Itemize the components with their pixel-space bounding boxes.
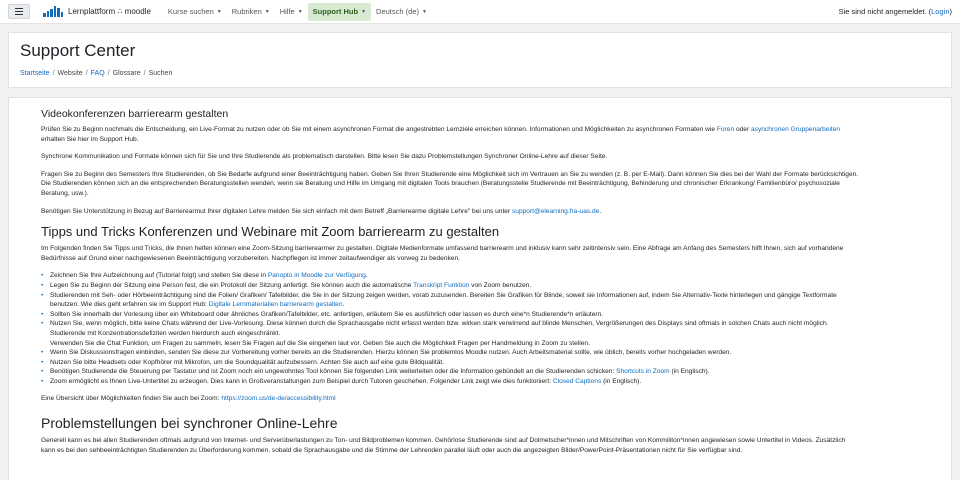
- login-paren-close: ): [949, 7, 952, 16]
- breadcrumb-item-startseite[interactable]: Startseite: [20, 70, 50, 77]
- link-asynchrone-gruppenarbeiten[interactable]: asynchronen Gruppenarbeiten: [751, 126, 841, 133]
- text: erhalten Sie hier im Support Hub.: [41, 135, 139, 143]
- hamburger-icon-line: [15, 11, 23, 12]
- menu-label: Kurse suchen: [167, 7, 214, 16]
- login-info: [839, 7, 952, 16]
- link-foren[interactable]: Foren: [716, 126, 735, 133]
- tips-list: [41, 271, 859, 386]
- article-content: [41, 108, 859, 463]
- breadcrumb-separator: /: [107, 70, 110, 77]
- list-item: [41, 367, 859, 377]
- link-lernmaterialien[interactable]: Digitale Lernmaterialien barrierearm gestalten: [208, 301, 343, 309]
- list-item: [41, 271, 859, 281]
- text: (in Englisch).: [601, 377, 642, 385]
- breadcrumb-item-faq[interactable]: FAQ: [90, 70, 105, 77]
- caret-down-icon: ▼: [361, 8, 367, 15]
- brand-name: Lernplattform ∴ moodle: [68, 7, 151, 16]
- page-header: [8, 32, 952, 88]
- list-item: [41, 319, 859, 348]
- menu-label: Rubriken: [231, 7, 262, 16]
- menu-language[interactable]: [371, 3, 432, 21]
- menu-hilfe[interactable]: [275, 3, 308, 21]
- caret-down-icon: ▼: [216, 8, 222, 15]
- section-heading-problemstellungen: Problemstellungen bei synchroner Online-Lehre: [41, 415, 338, 432]
- link-shortcuts[interactable]: Shortcuts in Zoom: [616, 368, 670, 376]
- paragraph: Generell kann es bei allen Studierenden oftmals aufgrund von Internet- und Serverüberlastungen zu Ton- und Bildproblemen kommen. Gehörlose Studierende sind auf Dolmetscher*innen und Mitschriften von Kommiliton*innen angewiesen sowie Untertitel in Videos. Zusätzlich kann es bei den sehbeeinträchtigten Studierenden zu Überforderung kommen, sobald die Sprachausgabe und die Stimme der Lehrenden parallel läuft oder auch die angezeigten Bilder/PowerPoint-Präsentationen nicht für Sie verfügbar sind.: [41, 437, 846, 454]
- caret-down-icon: ▼: [297, 8, 303, 15]
- text: Eine Übersicht über Möglichkeiten finden Sie auch bei Zoom:: [41, 395, 222, 403]
- text: Benötigen Sie Unterstützung in Bezug auf Barrierearmut Ihrer digitalen Lehre melden Sie sich einfach mit dem Betreff „Barrierearme digitale Lehre" bei uns unter: [41, 207, 512, 215]
- breadcrumb-separator: /: [143, 70, 146, 77]
- text: Zoom ermöglicht es Ihnen Live-Untertitel zu erzeugen. Dies kann in Großveranstaltungen zum Beispiel durch Tutoren geschehen. Folgender Link zeigt wie dies funktioniert:: [50, 377, 553, 385]
- menu-kurse-suchen[interactable]: [163, 3, 227, 21]
- link-closed-captions[interactable]: Closed Captions: [552, 377, 602, 385]
- breadcrumb-item-glossare: Glossare: [112, 70, 141, 77]
- menu-label: Hilfe: [279, 7, 295, 16]
- text: Prüfen Sie zu Beginn nochmals die Entscheidung, ein Live-Format zu nutzen oder ob Sie mit einem asynchronen Format die angestrebten Lernziele erreichen können. Informationen und Möglichkeiten zu asynchronen Formaten wie: [41, 126, 717, 133]
- link-transkript[interactable]: Transkript Funktion: [413, 281, 470, 289]
- menu-support-hub[interactable]: [308, 3, 371, 21]
- breadcrumb-item-suchen: Suchen: [148, 70, 173, 77]
- text: oder: [734, 126, 751, 133]
- top-navbar: [0, 0, 960, 24]
- link-panopto[interactable]: Panopto in Moodle zur Verfügung: [267, 272, 366, 280]
- paragraph: Fragen Sie zu Beginn des Semesters Ihre Studierenden, ob Sie Bedarfe aufgrund einer Beeinträchtigung haben. Geben Sie Ihren Studierende eine Möglichkeit sich im Vertrauen an Sie zu wenden (z. B. per E-Mail). Dann können Sie dies bei der Wahl der Formate berücksichtigen. Die Studierenden können sich an die entsprechenden Beratungsstellen wenden, wenn sie Beratung und Hilfe im Umgang mit digitalen Tools brauchen (Beratungsstelle Studierende mit Beeinträchtigung, Behinderung und chronischer Erkrankung/ Familienbüro/ psychosoziale Beratung, usw.).: [41, 170, 859, 197]
- paragraph: [41, 207, 859, 217]
- menu-rubriken[interactable]: [227, 3, 275, 21]
- caret-down-icon: ▼: [264, 8, 270, 15]
- primary-menu: [163, 0, 432, 24]
- menu-label: Deutsch (de): [376, 7, 419, 16]
- paragraph: Im Folgenden finden Sie Tipps und Tricks, die Ihnen helfen können eine Zoom-Sitzung barrierearmer zu gestalten. Digitale Medienformate umfassend barrierearm und inklusiv kann sehr zeitintensiv sein. Eine Abfrage am Anfang des Semesters hilft Ihnen, sich auf vorhandene Bedürfnisse auf Grund einer nachgewiesenen Beeinträchtigung vorzubereiten. Nachpflegen ist immer zeitaufwendiger als vorweg zu bedenken.: [41, 245, 844, 262]
- main-content-region: [8, 97, 952, 480]
- drawer-toggle-button[interactable]: [8, 4, 30, 19]
- list-item: • Wenn Sie Diskussionsfragen einbinden, senden Sie diese zur Vorbereitung vorher bereits an die Studierenden. Hierzu können Sie problemlos Moodle nutzen. Auch Arbeitsmaterial sollte, wie üblich, bereits vorher hochgeladen werden.: [41, 348, 859, 358]
- text: Verwenden Sie die Chat Funktion, um Fragen zu sammeln, lesen Sie Fragen auf die Sie eingehen laut vor. Geben Sie auch die Möglichkeit Fragen per Handmeldung in Zoom zu stellen.: [50, 339, 590, 347]
- text: .: [365, 272, 368, 280]
- paragraph: [41, 125, 859, 144]
- text: Nutzen Sie, wenn möglich, bitte keine Chats während der Live-Vorlesung. Diese können durch die Sprachausgabe nicht erfasst werden bzw. wirken stark verwirrend auf blinde Menschen, Vergrößerungen des Displays sind oftmals in solchen Chats auch nicht möglich. Studierende mit Konzentrationsdefiziten werden hierdurch auch eingeschränkt.: [50, 320, 829, 337]
- section-heading-zoom-tipps: Tipps und Tricks Konferenzen und Webinare mit Zoom barrierearm zu gestalten: [41, 224, 500, 240]
- hamburger-icon: [15, 8, 23, 9]
- list-item: • Sollten Sie innerhalb der Vorlesung über ein Whiteboard oder ähnliches Grafiken/Tafelbilder, etc. anfertigen, erläutern Sie es ausführlich oder lassen es durch eine*n Studierende*n erläutern.: [41, 310, 859, 320]
- login-status-text: Sie sind nicht angemeldet.: [838, 7, 927, 16]
- list-item: [41, 377, 859, 387]
- text: Legen Sie zu Beginn der Sitzung eine Person fest, die ein Protokoll der Sitzung anfertigt. Sie können auch die automatische: [50, 281, 414, 289]
- text: .: [342, 301, 345, 309]
- text: (in Englisch).: [669, 368, 710, 376]
- page-title: Support Center: [20, 41, 136, 60]
- support-email-link[interactable]: support@elearning.fra-uas.de: [512, 207, 600, 215]
- list-item: • Nutzen Sie bitte Headsets oder Kopfhörer mit Mikrofon, um die Soundqualität aufzubessern. Achten Sie auch auf eine gute Bildqualität.: [41, 358, 859, 368]
- section-heading-videokonferenzen: Videokonferenzen barrierearm gestalten: [41, 108, 229, 120]
- hamburger-icon-line: [15, 14, 23, 15]
- login-link[interactable]: Login: [931, 7, 950, 16]
- paragraph: [41, 394, 859, 404]
- list-item: [41, 281, 859, 291]
- list-item: [41, 291, 859, 310]
- site-brand[interactable]: [43, 6, 151, 17]
- text: von Zoom benutzen.: [469, 281, 532, 289]
- login-paren-open: (: [928, 7, 932, 16]
- link-zoom-accessibility[interactable]: https://zoom.us/de-de/accessibility.html: [221, 395, 336, 403]
- bar-logo-icon: [43, 6, 63, 17]
- breadcrumb: [20, 70, 172, 77]
- caret-down-icon: ▼: [421, 8, 427, 15]
- text: Zeichnen Sie Ihre Aufzeichnung auf (Tutorial folgt) und stellen Sie diese in: [50, 272, 268, 280]
- breadcrumb-item-website: Website: [57, 70, 83, 77]
- breadcrumb-separator: /: [85, 70, 88, 77]
- breadcrumb-separator: /: [52, 70, 55, 77]
- text: .: [599, 207, 602, 215]
- menu-label: Support Hub: [312, 7, 359, 16]
- text: Studierenden mit Seh- oder Hörbeeinträchtigung sind die Folien/ Grafiken/ Tafelbilder, die Sie in der Sitzung zeigen werden, vorab zuzusenden. Bereiten Sie Grafiken für Blinde, soweit sie Informationen auf, indem Sie Alternativ-Texte hinterlegen und gängige Textformate benutzen. Wie dies geht erfahren sie im Support Hub:: [50, 291, 837, 309]
- paragraph: Synchrone Kommunikation und Formate können sich für Sie und Ihre Studierende als problematisch darstellen. Bitte lesen Sie dazu Problemstellungen Synchroner Online-Lehre auf dieser Seite.: [41, 153, 608, 161]
- text: Benötigen Studierende die Steuerung per Tastatur und ist Zoom noch ein ungewohntes Tool können Sie folgenden Link weiterleiten oder die Information gebündelt an die Studierenden schicken:: [50, 368, 617, 376]
